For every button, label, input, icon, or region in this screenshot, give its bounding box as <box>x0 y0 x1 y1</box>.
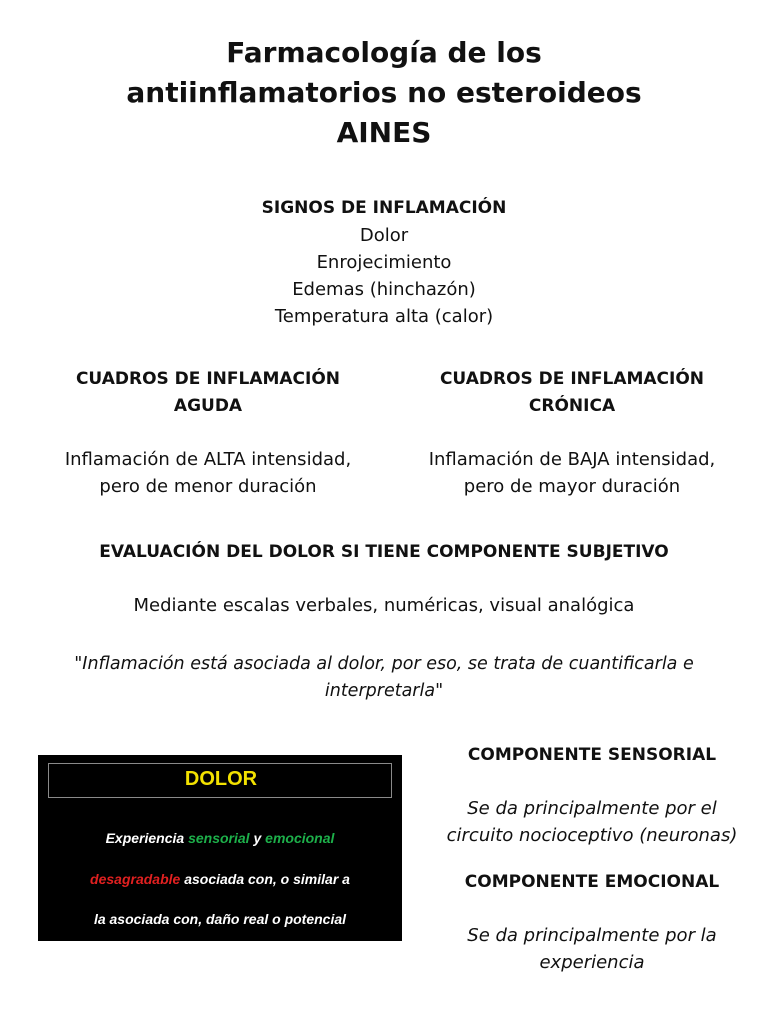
chronic-heading-line-2: CRÓNICA <box>528 396 616 416</box>
inflammation-quote <box>50 651 718 705</box>
sensorial-body-line-1: Se da principalmente por el <box>467 798 717 819</box>
signs-heading: SIGNOS DE INFLAMACIÓN <box>261 198 507 218</box>
sign-item: Edemas (hinchazón) <box>292 279 476 300</box>
chronic-section <box>394 366 750 500</box>
acute-heading-line-2: AGUDA <box>173 396 243 416</box>
desagradable-word: desagradable <box>90 871 181 887</box>
dolor-title: DOLOR <box>184 768 258 790</box>
acute-body <box>30 446 386 500</box>
title-line-3: AINES <box>336 116 432 149</box>
chronic-heading-line-1: CUADROS DE INFLAMACIÓN <box>439 369 705 389</box>
title-line-1: Farmacología de los <box>226 36 542 69</box>
emotional-body <box>436 922 748 976</box>
sensorial-word: sensorial <box>188 830 250 846</box>
title-line-2: antiinflamatorios no esteroideos <box>126 76 642 109</box>
emotional-body-line-2: experiencia <box>539 952 645 973</box>
acute-section <box>30 366 386 500</box>
dolor-line-1 <box>38 830 402 846</box>
emotional-body-line-1: Se da principalmente por la <box>467 925 717 946</box>
evaluation-text: Mediante escalas verbales, numéricas, visual analógica <box>133 595 635 616</box>
acute-body-line-1: Inflamación de ALTA intensidad, <box>64 449 352 470</box>
acute-body-line-2: pero de menor duración <box>99 476 317 497</box>
dolor-title-frame <box>48 763 392 798</box>
dolor-definition-box <box>38 755 402 941</box>
sensorial-body <box>436 795 748 849</box>
signs-section <box>0 195 768 330</box>
emotional-component <box>436 869 748 976</box>
sensorial-body-line-2: circuito nocioceptivo (neuronas) <box>446 825 738 846</box>
page-title <box>0 33 768 153</box>
quote-line-1: "Inflamación está asociada al dolor, por eso, se trata de cuantificarla e <box>74 654 694 674</box>
dolor-text: y <box>249 830 266 846</box>
emocional-word: emocional <box>265 830 335 846</box>
chronic-body <box>394 446 750 500</box>
chronic-body-line-2: pero de mayor duración <box>463 476 681 497</box>
quote-line-2: interpretarla" <box>324 681 444 701</box>
evaluation-heading: EVALUACIÓN DEL DOLOR SI TIENE COMPONENTE SUBJETIVO <box>99 542 669 562</box>
dolor-text: Experiencia <box>105 830 189 846</box>
sensorial-component <box>436 742 748 849</box>
dolor-line-2 <box>38 871 402 887</box>
dolor-line-3: la asociada con, daño real o potencial <box>93 911 347 927</box>
sign-item: Dolor <box>359 225 409 246</box>
chronic-heading <box>394 366 750 420</box>
chronic-body-line-1: Inflamación de BAJA intensidad, <box>428 449 716 470</box>
acute-heading-line-1: CUADROS DE INFLAMACIÓN <box>75 369 341 389</box>
sensorial-heading: COMPONENTE SENSORIAL <box>467 745 717 765</box>
sign-item: Enrojecimiento <box>316 252 452 273</box>
sign-item: Temperatura alta (calor) <box>274 306 494 327</box>
acute-heading <box>30 366 386 420</box>
emotional-heading: COMPONENTE EMOCIONAL <box>464 872 720 892</box>
dolor-text: asociada con, o similar a <box>180 871 350 887</box>
